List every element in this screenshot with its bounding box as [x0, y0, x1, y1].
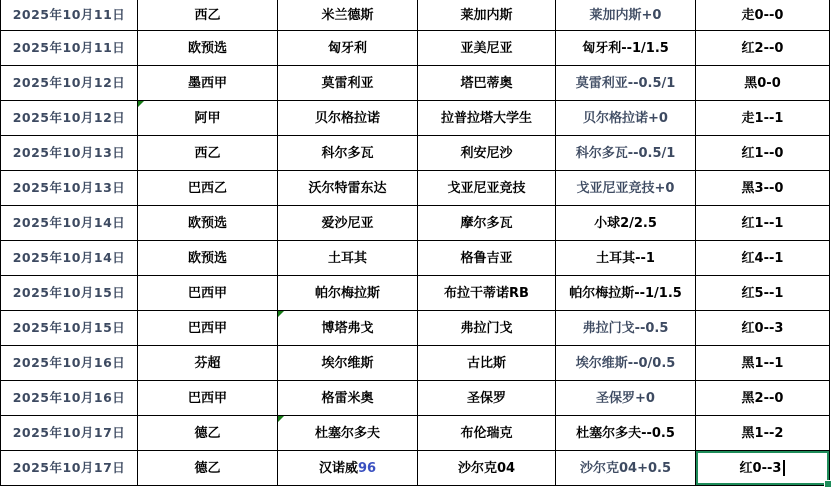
cell-text: 2025年10月15日 — [12, 284, 126, 300]
cell-result[interactable] — [696, 66, 830, 101]
cell-text: 塔巴蒂奥 — [460, 75, 513, 91]
table-row — [1, 31, 830, 66]
cell-home[interactable] — [278, 206, 418, 241]
cell-text: 博塔弗戈 — [321, 320, 374, 336]
table-row — [1, 0, 830, 31]
cell-result[interactable] — [696, 311, 830, 346]
cell-handicap[interactable] — [556, 451, 696, 486]
cell-text: 圣保罗 — [466, 390, 506, 406]
cell-text: 欧预选 — [187, 215, 227, 231]
cell-text: 黑2--0 — [741, 390, 784, 406]
cell-text: 红5--1 — [741, 285, 784, 301]
cell-text: 贝尔格拉诺 — [314, 110, 380, 126]
cell-text: 巴西甲 — [187, 285, 227, 301]
cell-league[interactable] — [138, 31, 278, 66]
cell-result[interactable] — [696, 206, 830, 241]
cell-away[interactable] — [418, 416, 556, 451]
fill-handle[interactable] — [824, 480, 832, 488]
cell-text: 莱加内斯 — [460, 7, 513, 23]
cell-text: 欧预选 — [187, 250, 227, 266]
cell-text: 红1--0 — [741, 145, 784, 161]
cell-league[interactable] — [138, 311, 278, 346]
cell-handicap[interactable] — [556, 311, 696, 346]
cell-date[interactable] — [1, 206, 138, 241]
cell-text: 德乙 — [194, 460, 221, 476]
cell-text: 弗拉门戈--0.5 — [582, 320, 669, 336]
cell-home[interactable] — [278, 0, 418, 31]
cell-text: 沙尔克04 — [457, 460, 516, 476]
cell-handicap[interactable] — [556, 136, 696, 171]
cell-text: 黑0-0 — [744, 75, 781, 91]
cell-date[interactable] — [1, 101, 138, 136]
table-row — [1, 346, 830, 381]
cell-text: 阿甲 — [194, 110, 221, 126]
error-indicator-icon — [278, 416, 284, 422]
cell-league[interactable] — [138, 241, 278, 276]
cell-home[interactable] — [278, 101, 418, 136]
cell-handicap[interactable] — [556, 101, 696, 136]
table-row — [1, 381, 830, 416]
cell-away[interactable] — [418, 101, 556, 136]
cell-text: 红0--3 — [741, 320, 784, 336]
cell-text: 拉普拉塔大学生 — [440, 110, 532, 126]
cell-handicap[interactable] — [556, 241, 696, 276]
table-row — [1, 101, 830, 136]
cell-text: 匈牙利--1/1.5 — [582, 40, 669, 56]
cell-date[interactable] — [1, 136, 138, 171]
text-cursor — [783, 460, 785, 476]
cell-away[interactable] — [418, 241, 556, 276]
cell-text: 2025年10月13日 — [12, 179, 126, 195]
cell-away[interactable] — [418, 346, 556, 381]
table-row — [1, 136, 830, 171]
cell-result[interactable] — [696, 346, 830, 381]
cell-handicap[interactable] — [556, 31, 696, 66]
cell-date[interactable] — [1, 311, 138, 346]
cell-text: 米兰德斯 — [321, 7, 374, 23]
cell-away[interactable] — [418, 0, 556, 31]
cell-text: 杜塞尔多夫 — [314, 425, 380, 441]
table-row — [1, 276, 830, 311]
cell-text: 2025年10月13日 — [12, 144, 126, 160]
cell-text: 杜塞尔多夫--0.5 — [576, 425, 675, 441]
cell-date[interactable] — [1, 346, 138, 381]
cell-text: 亚美尼亚 — [460, 40, 513, 56]
cell-league[interactable] — [138, 346, 278, 381]
cell-league[interactable] — [138, 416, 278, 451]
cell-text: 莫雷利亚 — [321, 75, 374, 91]
cell-handicap[interactable] — [556, 381, 696, 416]
cell-text: 汉诺威96 — [318, 460, 377, 476]
cell-date[interactable] — [1, 66, 138, 101]
cell-text: 格雷米奥 — [321, 390, 374, 406]
cell-text: 红1--1 — [741, 215, 784, 231]
cell-text: 黑3--0 — [741, 180, 784, 196]
cell-handicap[interactable] — [556, 346, 696, 381]
cell-home[interactable] — [278, 451, 418, 486]
cell-text: 红0--3 — [739, 460, 782, 476]
cell-text: 欧预选 — [187, 40, 227, 56]
cell-text: 弗拉门戈 — [460, 320, 513, 336]
error-indicator-icon — [278, 311, 284, 317]
cell-text: 布伦瑞克 — [460, 425, 513, 441]
cell-text: 埃尔维斯 — [321, 355, 374, 371]
cell-result[interactable] — [696, 0, 830, 31]
cell-text: 墨西甲 — [187, 75, 227, 91]
table-row — [1, 241, 830, 276]
cell-league[interactable] — [138, 136, 278, 171]
cell-text: 巴西乙 — [187, 180, 227, 196]
cell-league[interactable] — [138, 171, 278, 206]
cell-away[interactable] — [418, 136, 556, 171]
cell-text: 古比斯 — [466, 355, 506, 371]
cell-away[interactable] — [418, 276, 556, 311]
cell-home[interactable] — [278, 346, 418, 381]
cell-date[interactable] — [1, 451, 138, 486]
cell-league[interactable] — [138, 206, 278, 241]
cell-text: 红4--1 — [741, 250, 784, 266]
cell-text: 帕尔梅拉斯--1/1.5 — [569, 285, 682, 301]
cell-away[interactable] — [418, 311, 556, 346]
cell-text: 2025年10月14日 — [12, 249, 126, 265]
cell-league[interactable] — [138, 101, 278, 136]
cell-result[interactable] — [696, 416, 830, 451]
cell-away[interactable] — [418, 31, 556, 66]
cell-handicap[interactable] — [556, 0, 696, 31]
cell-text: 匈牙利 — [327, 40, 367, 56]
cell-text: 巴西甲 — [187, 320, 227, 336]
cell-text: 2025年10月11日 — [12, 6, 126, 22]
cell-home[interactable] — [278, 171, 418, 206]
cell-text: 布拉干蒂诺RB — [444, 285, 529, 301]
table-row — [1, 451, 830, 486]
cell-away[interactable] — [418, 451, 556, 486]
cell-text: 2025年10月11日 — [12, 39, 126, 55]
cell-text: 红2--0 — [741, 40, 784, 56]
cell-away[interactable] — [418, 381, 556, 416]
cell-league[interactable] — [138, 66, 278, 101]
cell-text: 圣保罗+0 — [596, 390, 655, 406]
cell-result[interactable] — [696, 381, 830, 416]
cell-date[interactable] — [1, 276, 138, 311]
cell-text: 西乙 — [194, 7, 221, 23]
cell-result[interactable] — [696, 136, 830, 171]
cell-result[interactable] — [696, 451, 830, 486]
cell-date[interactable] — [1, 241, 138, 276]
cell-home[interactable] — [278, 416, 418, 451]
cell-text: 沃尔特雷东达 — [308, 180, 387, 196]
cell-home[interactable] — [278, 311, 418, 346]
cell-text: 土耳其 — [327, 250, 367, 266]
cell-text: 沙尔克04+0.5 — [579, 460, 671, 476]
cell-text: 土耳其--1 — [596, 250, 655, 266]
cell-text: 走0--0 — [741, 7, 784, 23]
cell-away[interactable] — [418, 171, 556, 206]
cell-text: 科尔多瓦--0.5/1 — [575, 145, 676, 161]
cell-date[interactable] — [1, 381, 138, 416]
cell-text: 小球2/2.5 — [594, 215, 657, 231]
cell-handicap[interactable] — [556, 206, 696, 241]
cell-date[interactable] — [1, 416, 138, 451]
cell-date[interactable] — [1, 171, 138, 206]
cell-text: 2025年10月16日 — [12, 389, 126, 405]
table-row — [1, 171, 830, 206]
cell-text: 黑1--2 — [741, 425, 784, 441]
cell-handicap[interactable] — [556, 171, 696, 206]
cell-home[interactable] — [278, 241, 418, 276]
cell-text: 莫雷利亚--0.5/1 — [575, 75, 676, 91]
cell-text: 2025年10月12日 — [12, 74, 126, 90]
cell-home[interactable] — [278, 381, 418, 416]
table-row — [1, 206, 830, 241]
cell-date[interactable] — [1, 31, 138, 66]
cell-text: 莱加内斯+0 — [589, 7, 662, 23]
cell-text: 走1--1 — [741, 110, 784, 126]
cell-away[interactable] — [418, 206, 556, 241]
cell-text: 2025年10月17日 — [12, 459, 126, 475]
error-indicator-icon — [138, 101, 144, 107]
cell-text: 爱沙尼亚 — [321, 215, 374, 231]
cell-league[interactable] — [138, 451, 278, 486]
cell-text: 2025年10月12日 — [12, 109, 126, 125]
cell-away[interactable] — [418, 66, 556, 101]
cell-text: 2025年10月14日 — [12, 214, 126, 230]
cell-result[interactable] — [696, 276, 830, 311]
cell-result[interactable] — [696, 31, 830, 66]
cell-text: 戈亚尼亚竞技+0 — [576, 180, 675, 196]
cell-league[interactable] — [138, 381, 278, 416]
cell-text: 戈亚尼亚竞技 — [447, 180, 526, 196]
cell-home[interactable] — [278, 276, 418, 311]
cell-text: 2025年10月16日 — [12, 354, 126, 370]
cell-text: 德乙 — [194, 425, 221, 441]
cell-result[interactable] — [696, 171, 830, 206]
cell-date[interactable] — [1, 0, 138, 31]
cell-text: 利安尼沙 — [460, 145, 513, 161]
cell-handicap[interactable] — [556, 276, 696, 311]
cell-text: 2025年10月17日 — [12, 424, 126, 440]
cell-result[interactable] — [696, 101, 830, 136]
cell-text: 格鲁吉亚 — [460, 250, 513, 266]
table-row — [1, 311, 830, 346]
cell-handicap[interactable] — [556, 416, 696, 451]
cell-text: 摩尔多瓦 — [460, 215, 513, 231]
cell-text: 埃尔维斯--0/0.5 — [575, 355, 676, 371]
cell-home[interactable] — [278, 136, 418, 171]
cell-home[interactable] — [278, 66, 418, 101]
cell-text: 西乙 — [194, 145, 221, 161]
cell-text: 巴西甲 — [187, 390, 227, 406]
cell-text: 2025年10月15日 — [12, 319, 126, 335]
cell-result[interactable] — [696, 241, 830, 276]
cell-handicap[interactable] — [556, 66, 696, 101]
cell-text: 黑1--1 — [741, 355, 784, 371]
cell-text: 帕尔梅拉斯 — [314, 285, 380, 301]
cell-league[interactable] — [138, 276, 278, 311]
cell-text: 贝尔格拉诺+0 — [583, 110, 668, 126]
cell-text: 科尔多瓦 — [321, 145, 374, 161]
table-row — [1, 66, 830, 101]
cell-league[interactable] — [138, 0, 278, 31]
cell-home[interactable] — [278, 31, 418, 66]
table-row — [1, 416, 830, 451]
cell-text: 芬超 — [194, 355, 221, 371]
